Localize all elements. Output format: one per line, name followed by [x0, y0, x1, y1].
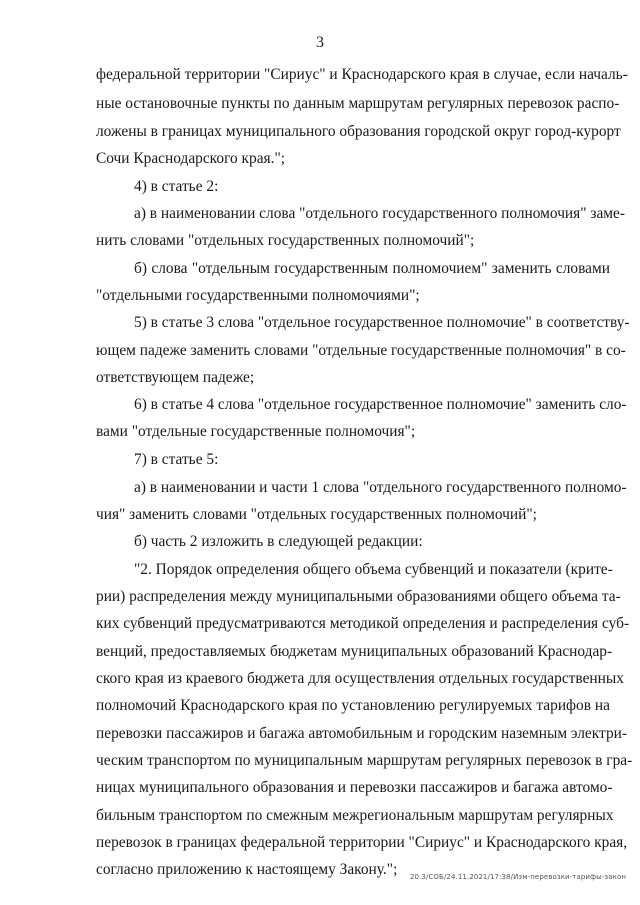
text-line: согласно приложению к настоящему Закону."; — [96, 861, 398, 878]
text-line: перевозки пассажиров и багажа автомобильным и городским наземным электри- — [96, 725, 628, 742]
text-line: "отдельными государственными полномочиями"; — [96, 287, 420, 304]
text-line: ложены в границах муниципального образования городской округ город-курорт — [96, 123, 621, 140]
text-line: ского края из краевого бюджета для осуществления отдельных государственных — [96, 670, 624, 687]
text-line: б) часть 2 изложить в следующей редакции: — [134, 533, 423, 550]
text-line: Сочи Краснодарского края."; — [96, 150, 286, 167]
text-line: ные остановочные пункты по данным маршрутам регулярных перевозок распо- — [96, 95, 620, 112]
text-line: вами "отдельные государственные полномочия"; — [96, 423, 416, 440]
text-line: чия" заменить словами "отдельных государственных полномочий"; — [96, 506, 537, 523]
text-line: ницах муниципального образования и перевозки пассажиров и багажа автомо- — [96, 779, 613, 796]
text-line: 4) в статье 2: — [134, 178, 219, 195]
text-line: 6) в статье 4 слова "отдельное государственное полномочие" заменить сло- — [134, 396, 627, 413]
text-line: рии) распределения между муниципальными образованиями общего объема та- — [96, 588, 621, 605]
text-line: нить словами "отдельных государственных полномочий"; — [96, 232, 475, 249]
text-line: 5) в статье 3 слова "отдельное государственное полномочие" в соответству- — [134, 314, 630, 331]
text-line: полномочий Краснодарского края по установлению регулируемых тарифов на — [96, 697, 610, 714]
text-line: федеральной территории "Сириус" и Краснодарского края в случае, если началь- — [96, 66, 628, 83]
text-line: ческим транспортом по муниципальным маршрутам регулярных перевозок в гра- — [96, 752, 633, 769]
text-line: бильным транспортом по смежным межрегиональным маршрутам регулярных — [96, 807, 614, 824]
text-line: ких субвенций предусматриваются методикой определения и распределения суб- — [96, 615, 630, 632]
text-line: б) слова "отдельным государственным полномочием" заменить словами — [134, 260, 610, 277]
document-footer-code: 20.3/СОБ/24.11.2021/17:38/Изм-перевозки-тарифы-закон — [410, 873, 626, 881]
text-line: ответствующем падеже; — [96, 369, 255, 386]
text-line: а) в наименовании и части 1 слова "отдельного государственного полномо- — [134, 479, 627, 496]
text-line: 7) в статье 5: — [134, 451, 219, 468]
text-line: "2. Порядок определения общего объема субвенций и показатели (крите- — [134, 561, 613, 578]
text-line: перевозок в границах федеральной территории "Сириус" и Краснодарского края, — [96, 834, 628, 851]
text-line: а) в наименовании слова "отдельного государственного полномочия" заме- — [134, 205, 625, 222]
text-line: венций, предоставляемых бюджетам муниципальных образований Краснодар- — [96, 643, 613, 660]
page-number: 3 — [316, 34, 324, 51]
text-line: ющем падеже заменить словами "отдельные государственные полномочия" в со- — [96, 342, 626, 359]
